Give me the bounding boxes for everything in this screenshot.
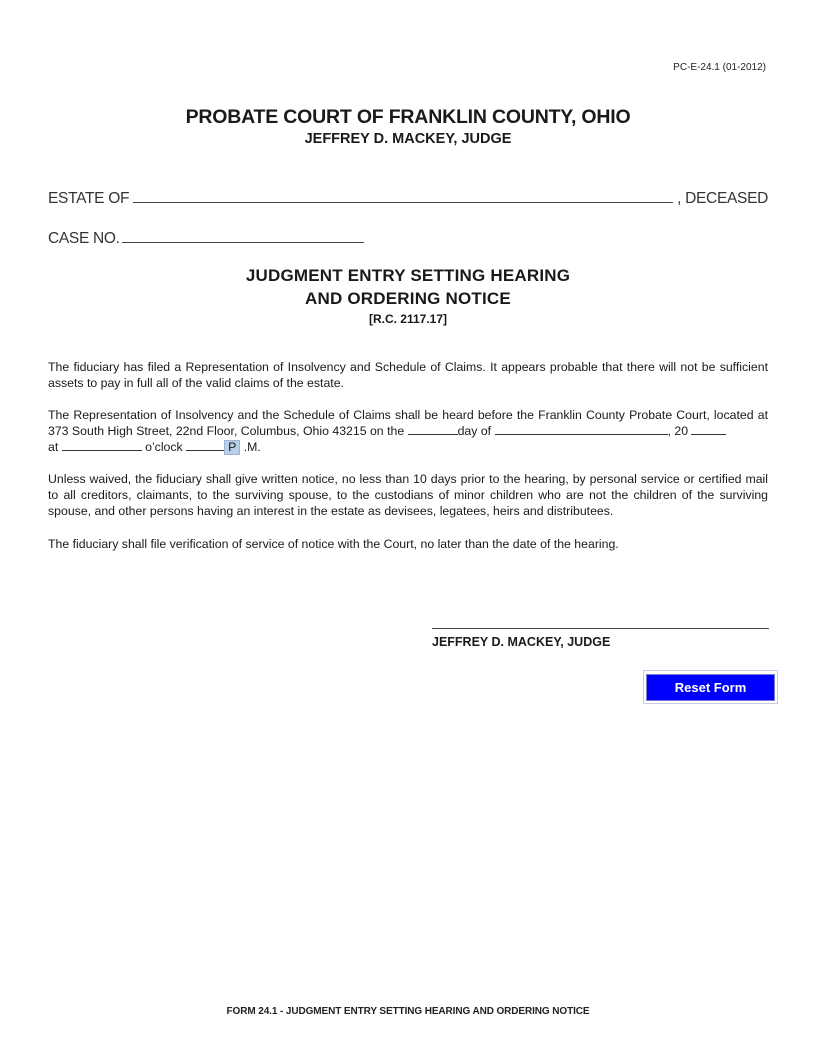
hearing-text-a: The Representation of Insolvency and the Schedule of Claims shall be heard before the Franklin County Probate Court, located at 373 South High Street, 22nd Floor, Columbus, Ohio 43215 on the	[48, 408, 768, 438]
hearing-text-e: o’clock	[145, 440, 183, 454]
estate-label: ESTATE OF	[48, 190, 130, 207]
hearing-year-field[interactable]	[691, 423, 726, 435]
paragraph-hearing	[48, 407, 768, 455]
estate-name-field[interactable]	[133, 188, 673, 203]
paragraph-notice: Unless waived, the fiduciary shall give written notice, no less than 10 days prior to the hearing, by personal service or certified mail to all creditors, claimants, to the surviving spouse, to the custodians of minor children who are not the children of the surviving spouse, and other persons having an interest in the estate as devisees, legatees, heirs and distributees.	[48, 472, 768, 518]
hearing-text-f: .M.	[243, 440, 261, 454]
hearing-text-c: , 20	[667, 424, 689, 438]
case-label: CASE NO.	[48, 230, 120, 247]
case-row	[48, 228, 364, 248]
signature-name: JEFFREY D. MACKEY, JUDGE	[432, 635, 611, 649]
paragraph-insolvency: The fiduciary has filed a Representation of Insolvency and Schedule of Claims. It appears probable that there will not be sufficient assets to pay in full all of the valid claims of the estate.	[48, 360, 768, 390]
judge-header: JEFFREY D. MACKEY, JUDGE	[304, 131, 512, 147]
estate-row	[48, 188, 768, 208]
signature-line	[432, 628, 769, 629]
case-number-field[interactable]	[122, 228, 364, 243]
footer: FORM 24.1 - JUDGMENT ENTRY SETTING HEARING AND ORDERING NOTICE	[226, 1006, 590, 1017]
reset-form-button[interactable]: Reset Form	[646, 674, 775, 701]
document-title-line-1: JUDGMENT ENTRY SETTING HEARING	[245, 266, 571, 285]
paragraph-verification: The fiduciary shall file verification of service of notice with the Court, no later than the date of the hearing.	[48, 537, 619, 551]
hearing-text-b: day of	[457, 424, 492, 438]
ampm-field[interactable]: P	[224, 440, 240, 455]
document-title-line-2: AND ORDERING NOTICE	[305, 289, 511, 308]
form-code: PC-E-24.1 (01-2012)	[673, 62, 766, 73]
hearing-time-field[interactable]	[62, 439, 142, 451]
deceased-label: , DECEASED	[677, 190, 768, 207]
hearing-text-d: at	[48, 440, 59, 454]
reset-button-frame	[643, 670, 778, 704]
court-title: PROBATE COURT OF FRANKLIN COUNTY, OHIO	[185, 106, 631, 128]
hearing-month-field[interactable]	[495, 423, 668, 435]
statute-citation: [R.C. 2117.17]	[368, 312, 448, 326]
hearing-day-field[interactable]	[408, 423, 458, 435]
